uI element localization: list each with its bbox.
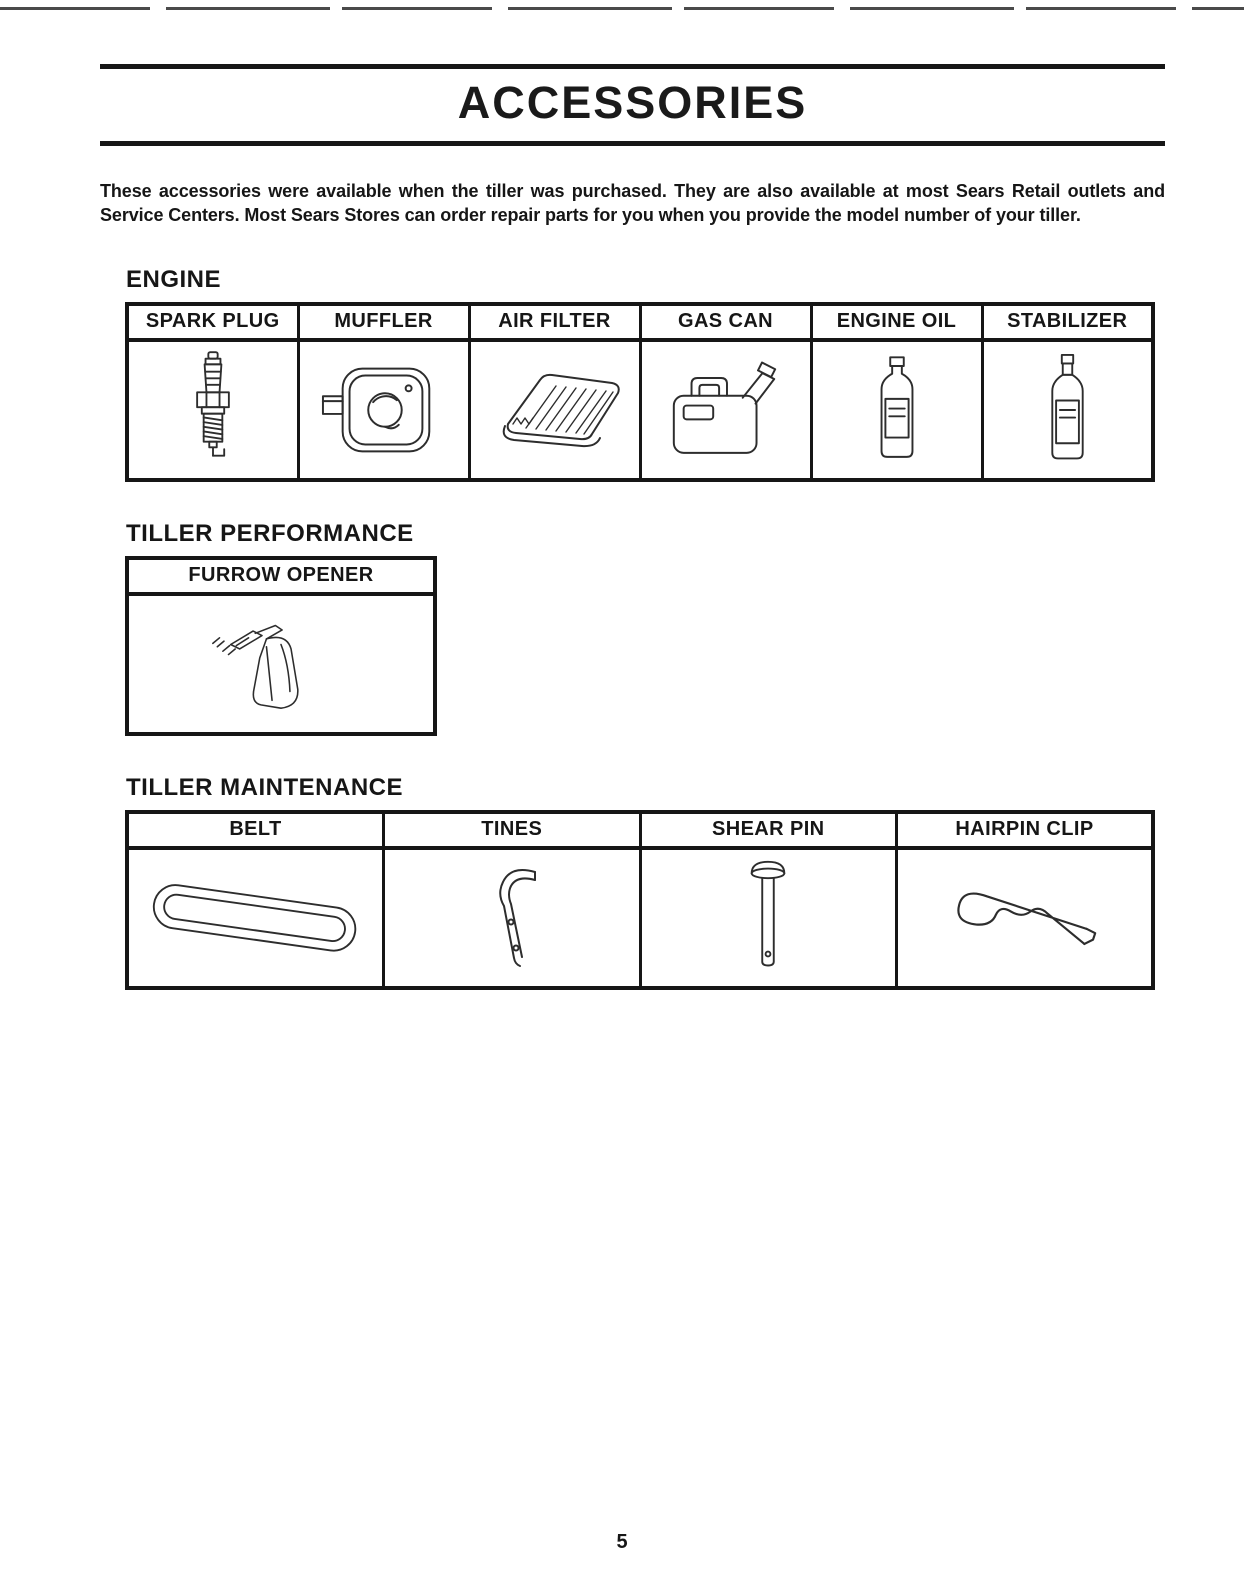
column-header-engine-oil: ENGINE OIL xyxy=(811,304,982,340)
title-rule-bottom xyxy=(100,141,1165,146)
tiller-performance-section xyxy=(100,520,1165,736)
engine-header-row xyxy=(127,304,1153,340)
intro-paragraph: These accessories were available when the tiller was purchased. They are also available at most Sears Retail outlets and Service Centers. Most Sears Stores can order repair parts for you when you provide the model number of your tiller. xyxy=(100,181,1165,226)
column-header-spark-plug: SPARK PLUG xyxy=(127,304,298,340)
page-title: ACCESSORIES xyxy=(457,77,808,128)
maintenance-illustration-row xyxy=(127,848,1153,988)
engine-oil-illustration xyxy=(868,354,926,466)
stabilizer-cell xyxy=(982,340,1153,480)
column-header-stabilizer: STABILIZER xyxy=(982,304,1153,340)
engine-oil-cell xyxy=(811,340,982,480)
column-header-hairpin-clip: HAIRPIN CLIP xyxy=(897,812,1154,848)
engine-illustration-row xyxy=(127,340,1153,480)
column-header-gas-can: GAS CAN xyxy=(640,304,811,340)
tiller-performance-heading: TILLER PERFORMANCE xyxy=(126,519,414,547)
column-header-shear-pin: SHEAR PIN xyxy=(640,812,897,848)
furrow-opener-illustration xyxy=(186,602,376,725)
stabilizer-illustration xyxy=(1039,353,1096,467)
tiller-performance-table xyxy=(125,556,437,736)
spark-plug-cell xyxy=(127,340,298,480)
spark-plug-illustration xyxy=(185,349,241,471)
column-header-muffler: MUFFLER xyxy=(298,304,469,340)
engine-section xyxy=(100,266,1165,482)
gas-can-cell xyxy=(640,340,811,480)
tiller-maintenance-section xyxy=(100,774,1165,990)
tiller-maintenance-table xyxy=(125,810,1155,990)
air-filter-cell xyxy=(469,340,640,480)
belt-illustration xyxy=(138,866,373,970)
column-header-furrow-opener: FURROW OPENER xyxy=(127,558,435,594)
hairpin-clip-cell xyxy=(897,848,1154,988)
maintenance-header-row xyxy=(127,812,1153,848)
performance-header-row xyxy=(127,558,435,594)
belt-cell xyxy=(127,848,384,988)
shear-pin-cell xyxy=(640,848,897,988)
muffler-illustration xyxy=(320,360,448,460)
furrow-opener-cell xyxy=(127,594,435,734)
hairpin-clip-illustration xyxy=(944,866,1106,969)
engine-table xyxy=(125,302,1155,482)
engine-heading: ENGINE xyxy=(126,265,222,293)
tines-cell xyxy=(384,848,641,988)
column-header-tines: TINES xyxy=(384,812,641,848)
air-filter-illustration xyxy=(480,362,630,457)
scan-artifact-line xyxy=(0,7,1244,10)
tiller-maintenance-heading: TILLER MAINTENANCE xyxy=(126,773,403,801)
gas-can-illustration xyxy=(662,358,790,462)
shear-pin-illustration xyxy=(739,858,797,978)
tines-illustration xyxy=(467,860,557,975)
muffler-cell xyxy=(298,340,469,480)
performance-illustration-row xyxy=(127,594,435,734)
column-header-belt: BELT xyxy=(127,812,384,848)
page-number: 5 xyxy=(616,1531,628,1553)
column-header-air-filter: AIR FILTER xyxy=(469,304,640,340)
